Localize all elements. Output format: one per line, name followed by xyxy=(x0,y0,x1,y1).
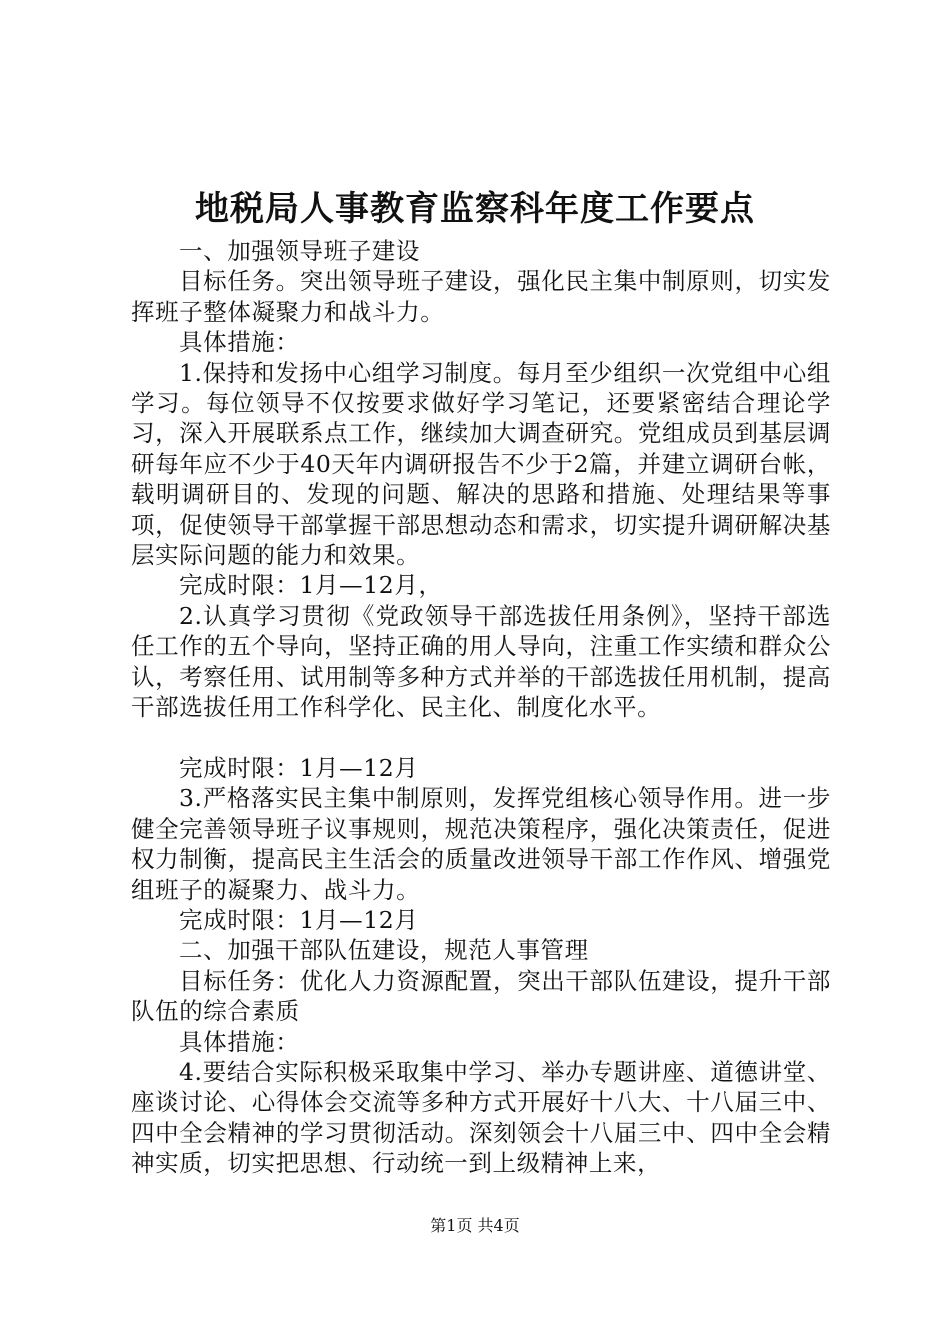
page-footer: 第1页 共4页 xyxy=(430,1216,520,1235)
section-heading-1: 一、加强领导班子建设 xyxy=(179,237,420,265)
paragraph-item-1: 1.保持和发扬中心组学习制度。每月至少组织一次党组中心组学习。每位领导不仅按要求做好学习笔记，还要紧密结合理论学习，深入开展联系点工作，继续加大调查研究。党组成员到基层调研每年应不少于40天年内调研报告不少于2篇，并建立调研台帐，载明调研目的、发现的问题、解决的思路和措施、处理结果等事项，促使领导干部掌握干部思想动态和需求，切实提升调研解决基层实际问题的能力和效果。 xyxy=(131,358,831,570)
document-body xyxy=(131,236,831,1179)
section-heading-2: 二、加强干部队伍建设，规范人事管理 xyxy=(179,936,589,965)
paragraph-goal-1: 目标任务。突出领导班子建设，强化民主集中制原则，切实发挥班子整体凝聚力和战斗力。 xyxy=(131,267,831,326)
paragraph-measures-label-2: 具体措施： xyxy=(179,1027,300,1056)
paragraph-deadline-2: 完成时限：1月—12月 xyxy=(179,753,419,782)
blank-line xyxy=(131,723,831,753)
paragraph-deadline-1: 完成时限：1月—12月， xyxy=(179,571,443,600)
paragraph-item-2: 2.认真学习贯彻《党政领导干部选拔任用条例》，坚持干部选任工作的五个导向，坚持正确的用人导向，注重工作实绩和群众公认，考察任用、试用制等多种方式并举的干部选拔任用机制，提高干部选拔任用工作科学化、民主化、制度化水平。 xyxy=(131,601,831,722)
paragraph-item-3: 3.严格落实民主集中制原则，发挥党组核心领导作用。进一步健全完善领导班子议事规则，规范决策程序，强化决策责任，促进权力制衡，提高民主生活会的质量改进领导干部工作作风、增强党组班子的凝聚力、战斗力。 xyxy=(131,784,831,904)
paragraph-measures-label-1: 具体措施： xyxy=(179,328,300,357)
document-title: 地税局人事教育监察科年度工作要点 xyxy=(195,189,755,229)
paragraph-deadline-3: 完成时限：1月—12月 xyxy=(179,905,419,934)
paragraph-item-4: 4.要结合实际积极采取集中学习、举办专题讲座、道德讲堂、座谈讨论、心得体会交流等多种方式开展好十八大、十八届三中、四中全会精神的学习贯彻活动。深刻领会十八届三中、四中全会精神实质，切实把思想、行动统一到上级精神上来， xyxy=(131,1057,831,1178)
paragraph-goal-2: 目标任务：优化人力资源配置，突出干部队伍建设，提升干部队伍的综合素质 xyxy=(131,966,831,1026)
